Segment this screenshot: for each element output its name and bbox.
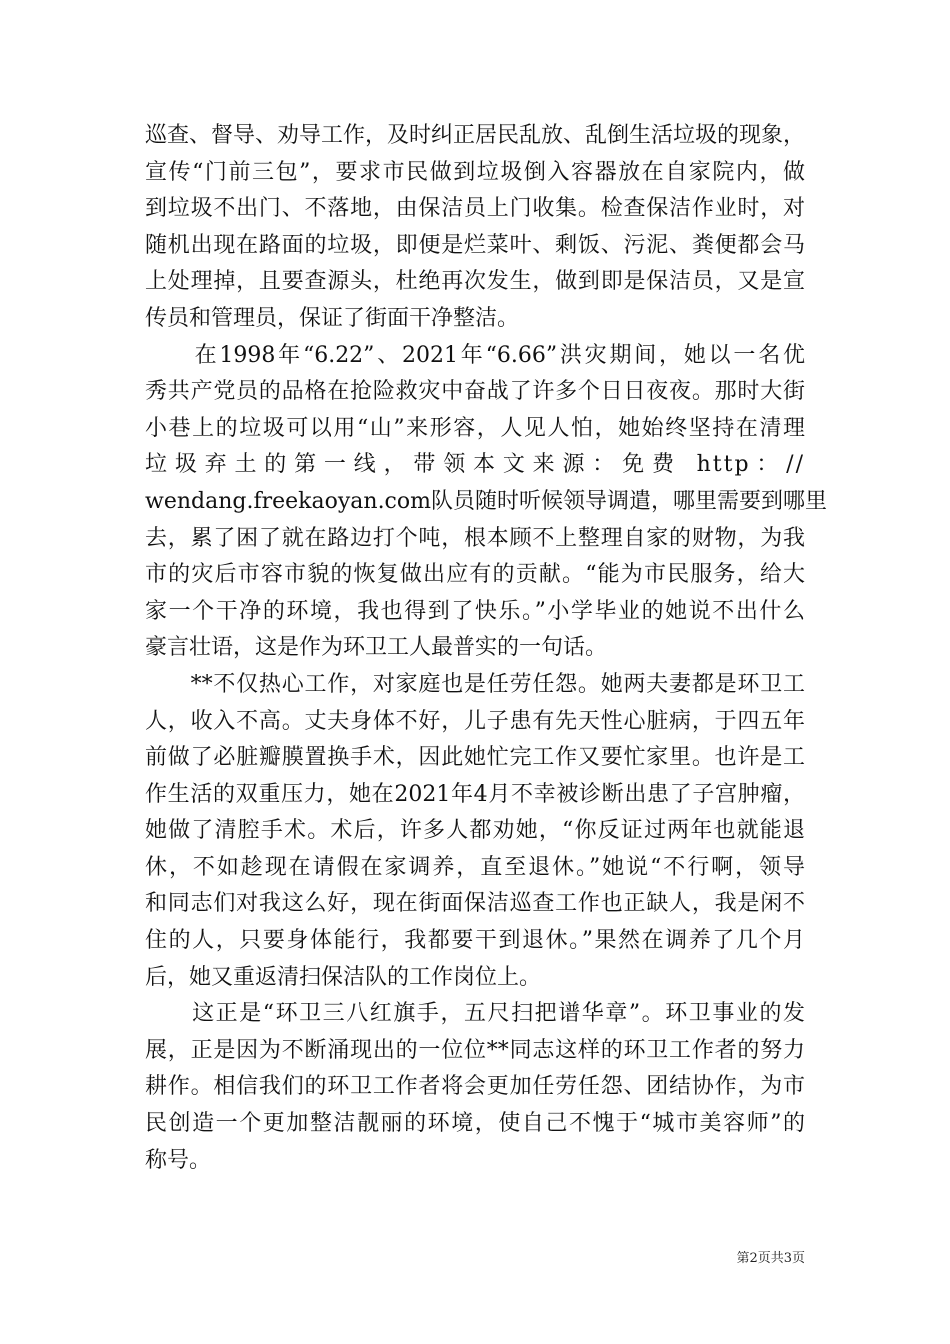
text-line: 宣传“门前三包”，要求市民做到垃圾倒入容器放在自家院内，做 — [145, 159, 805, 185]
text-line: 豪言壮语，这是作为环卫工人最普实的一句话。 — [145, 635, 608, 661]
text-line: 民创造一个更加整洁靓丽的环境，使自己不愧于“城市美容师”的 — [145, 1111, 805, 1137]
text-line: 到垃圾不出门、不落地，由保洁员上门收集。检查保洁作业时，对 — [145, 196, 805, 222]
text-line: 去，累了困了就在路边打个吨，根本顾不上整理自家的财物，为我 — [145, 525, 805, 551]
text-line: 前做了必脏瓣膜置换手术，因此她忙完工作又要忙家里。也许是工 — [145, 745, 805, 771]
text-line: 在1998年“6.22”、2021年“6.66”洪灾期间，她以一名优 — [145, 342, 805, 368]
text-line: 家一个干净的环境，我也得到了快乐。”小学毕业的她说不出什么 — [145, 598, 805, 624]
text-line: 上处理掉，且要查源头，杜绝再次发生，做到即是保洁员，又是宣 — [145, 269, 805, 295]
text-line: 耕作。相信我们的环卫工作者将会更加任劳任怨、团结协作，为市 — [145, 1074, 805, 1100]
text-line: 随机出现在路面的垃圾，即便是烂菜叶、剩饭、污泥、粪便都会马 — [145, 232, 805, 258]
text-line: 展，正是因为不断涌现出的一位位**同志这样的环卫工作者的努力 — [145, 1037, 805, 1063]
text-line: 她做了清腔手术。术后，许多人都劝她，“你反证过两年也就能退 — [145, 818, 805, 844]
body-text — [145, 118, 827, 1179]
text-line: 巡查、督导、劝导工作，及时纠正居民乱放、乱倒生活垃圾的现象， — [145, 123, 806, 148]
text-line: 垃圾弃土的第一线，带领本文来源：免费 http：// — [145, 452, 805, 478]
text-line: 传员和管理员，保证了街面干净整洁。 — [145, 305, 520, 331]
text-line: 作生活的双重压力，她在2021年4月不幸被诊断出患了子宫肿瘤， — [145, 781, 805, 807]
text-line: **不仅热心工作，对家庭也是任劳任怨。她两夫妻都是环卫工 — [145, 671, 805, 697]
text-line: 小巷上的垃圾可以用“山”来形容，人见人怕，她始终坚持在清理 — [145, 415, 805, 441]
text-line: wendang.freekaoyan.com队员随时听候领导调遣，哪里需要到哪里 — [145, 488, 827, 514]
text-line: 休，不如趁现在请假在家调养，直至退休。”她说“不行啊，领导 — [145, 854, 805, 880]
page-number: 第2页共3页 — [736, 1251, 805, 1266]
text-line: 后，她又重返清扫保洁队的工作岗位上。 — [145, 964, 542, 990]
text-line: 秀共产党员的品格在抢险救灾中奋战了许多个日日夜夜。那时大街 — [145, 379, 805, 405]
text-line: 人，收入不高。丈夫身体不好，儿子患有先天性心脏病，于四五年 — [145, 708, 805, 734]
text-line: 这正是“环卫三八红旗手，五尺扫把谱华章”。环卫事业的发 — [145, 1001, 805, 1027]
text-line: 住的人，只要身体能行，我都要干到退休。”果然在调养了几个月 — [145, 928, 805, 954]
text-line: 市的灾后市容市貌的恢复做出应有的贡献。“能为市民服务，给大 — [145, 562, 805, 588]
text-line: 称号。 — [145, 1147, 212, 1173]
text-line: 和同志们对我这么好，现在街面保洁巡查工作也正缺人，我是闲不 — [145, 891, 805, 917]
